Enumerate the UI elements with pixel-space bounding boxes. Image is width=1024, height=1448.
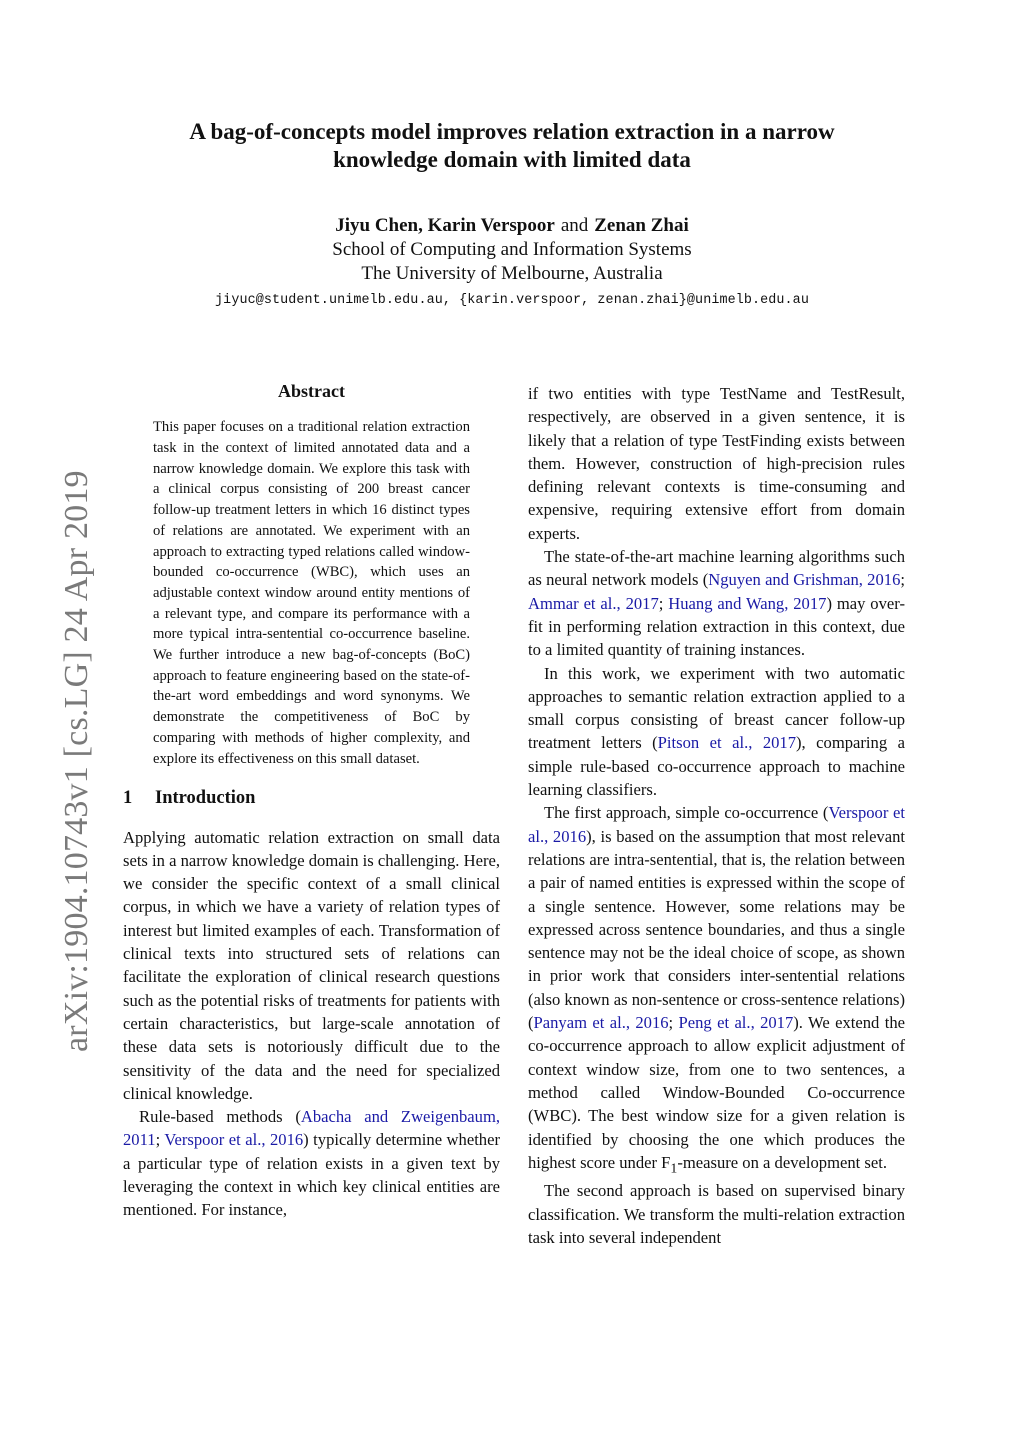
left-column (123, 380, 500, 1222)
citation-link[interactable]: Pitson et al., 2017 (657, 733, 797, 753)
author-block (120, 214, 904, 313)
body-paragraph-2 (528, 545, 905, 661)
citation-link[interactable]: Ammar et al., 2017 (528, 593, 659, 613)
affiliation-school: School of Computing and Information Systems (332, 239, 692, 260)
section-heading-introduction (123, 787, 500, 810)
citation-link[interactable]: Peng et al., 2017 (678, 1013, 794, 1033)
text-run: ), comparing a simple rule-based co-occurrence approach to machine learning classifiers. (528, 733, 905, 800)
text-run: ; (900, 570, 905, 590)
affiliation-university: The University of Melbourne, Australia (361, 263, 663, 284)
text-run: -measure on a development set. (677, 1152, 887, 1172)
citation-link[interactable]: Nguyen and Grishman, 2016 (708, 570, 901, 590)
right-column (528, 382, 905, 1249)
arxiv-identifier: arXiv:1904.10743v1 [cs.LG] 24 Apr 2019 (58, 470, 95, 1052)
abstract-text: This paper focuses on a traditional relation extraction task in the context of limited annotated data and a narrow knowledge domain. We explore this task with a clinical corpus consisting of 200 breast cancer follow-up treatment letters in which 16 distinct types of relations are annotated. We experiment with an approach to extracting typed relations called window-bounded co-occurrence (WBC), which uses an adjustable context window around entity mentions of a relevant type, and compare its performance with a more typical intra-sentential co-occurrence baseline. We further introduce a new bag-of-concepts (BoC) approach to feature engineering based on the state-of-the-art word embeddings and word synonyms. We demonstrate the competitiveness of BoC by comparing with methods of higher complexity, and explore its effectiveness on this small dataset. (153, 419, 470, 767)
text-run: The state-of-the-art machine learning algorithms such as neural network models ( (528, 547, 905, 590)
author-emails: jiyuc@student.unimelb.edu.au, {karin.verspoor, zenan.zhai}@unimelb.edu.au (215, 293, 809, 308)
arxiv-sidebar (0, 0, 95, 1448)
body-paragraph-5: The second approach is based on supervised binary classification. We transform the multi-relation extraction task into several independent (528, 1181, 905, 1247)
text-run: ), is based on the assumption that most relevant relations are intra-sentential, that is, the relation between a pair of named entities is expressed within the scope of a single sentence. However, some relations may be expressed across sentence boundaries, and thus a single sentence may not be the ideal choice of scope, as shown in prior work that considers inter-sentential relations (also known as non-sentence or cross-sentence relations) ( (528, 826, 905, 1033)
abstract-heading: Abstract (278, 381, 345, 401)
author-secondary: Zenan Zhai (594, 215, 689, 236)
subscript-one: 1 (670, 1160, 678, 1176)
citation-link[interactable]: Verspoor et al., 2016 (164, 1130, 304, 1150)
body-paragraph-1: if two entities with type TestName and TestResult, respectively, are observed in a given sentence, it is likely that a relation of type TestFinding exists between them. However, construction of high-precision rules defining relevant contexts is time-consuming and expensive, requiring extensive effort from domain experts. (528, 384, 905, 543)
text-run: Rule-based methods ( (139, 1107, 301, 1127)
citation-link[interactable]: Huang and Wang, 2017 (668, 593, 827, 613)
text-run: ). We extend the co-occurrence approach to allow explicit adjustment of context window size, from one to two sentences, a method called Window-Bounded Co-occurrence (WBC). The best window size for a given relation is identified by choosing the one which produces the highest score under F (528, 1013, 905, 1172)
text-run: ; (658, 593, 669, 613)
section-title: Introduction (155, 788, 256, 809)
body-paragraph-4 (528, 801, 905, 1179)
text-run: ) typically determine whether a particular type of relation exists in a given text by leveraging the context in which key clinical entities are mentioned. For instance, (123, 1130, 500, 1220)
section-number: 1 (123, 788, 133, 809)
text-run: ; (155, 1130, 165, 1150)
citation-link[interactable]: Panyam et al., 2016 (533, 1013, 669, 1033)
paper-title (120, 118, 904, 174)
author-conjunction: and (560, 215, 589, 236)
author-primary: Jiyu Chen, Karin Verspoor (335, 215, 555, 236)
citation-link[interactable]: Abacha and Zweigenbaum, 2011 (123, 1107, 501, 1150)
intro-paragraph-1: Applying automatic relation extraction on small data sets in a narrow knowledge domain is challenging. Here, we consider the specific context of a small clinical corpus, in which we have a variety of relation types of interest but limited examples of each. Transformation of clinical texts into structured sets of relations can facilitate the exploration of clinical research questions such as the potential risks of treatments for patients with certain characteristics, but large-scale annotation of these data sets is notoriously difficult due to the sensitivity of the data and the need for specialized clinical knowledge. (123, 827, 500, 1103)
text-run: In this work, we experiment with two automatic approaches to semantic relation extraction applied to a small corpus consisting of breast cancer follow-up treatment letters ( (528, 663, 905, 753)
author-names (120, 214, 904, 238)
title-line-2: knowledge domain with limited data (333, 147, 691, 172)
intro-paragraph-2 (123, 1105, 500, 1221)
title-line-1: A bag-of-concepts model improves relation extraction in a narrow (189, 119, 835, 144)
text-run: ; (668, 1013, 679, 1033)
citation-link[interactable]: Verspoor et al., 2016 (528, 803, 905, 846)
body-paragraph-3 (528, 662, 905, 802)
text-run: The first approach, simple co-occurrence ( (544, 803, 829, 823)
text-run: ) may over-fit in performing relation extraction in this context, due to a limited quantity of training instances. (528, 593, 905, 660)
